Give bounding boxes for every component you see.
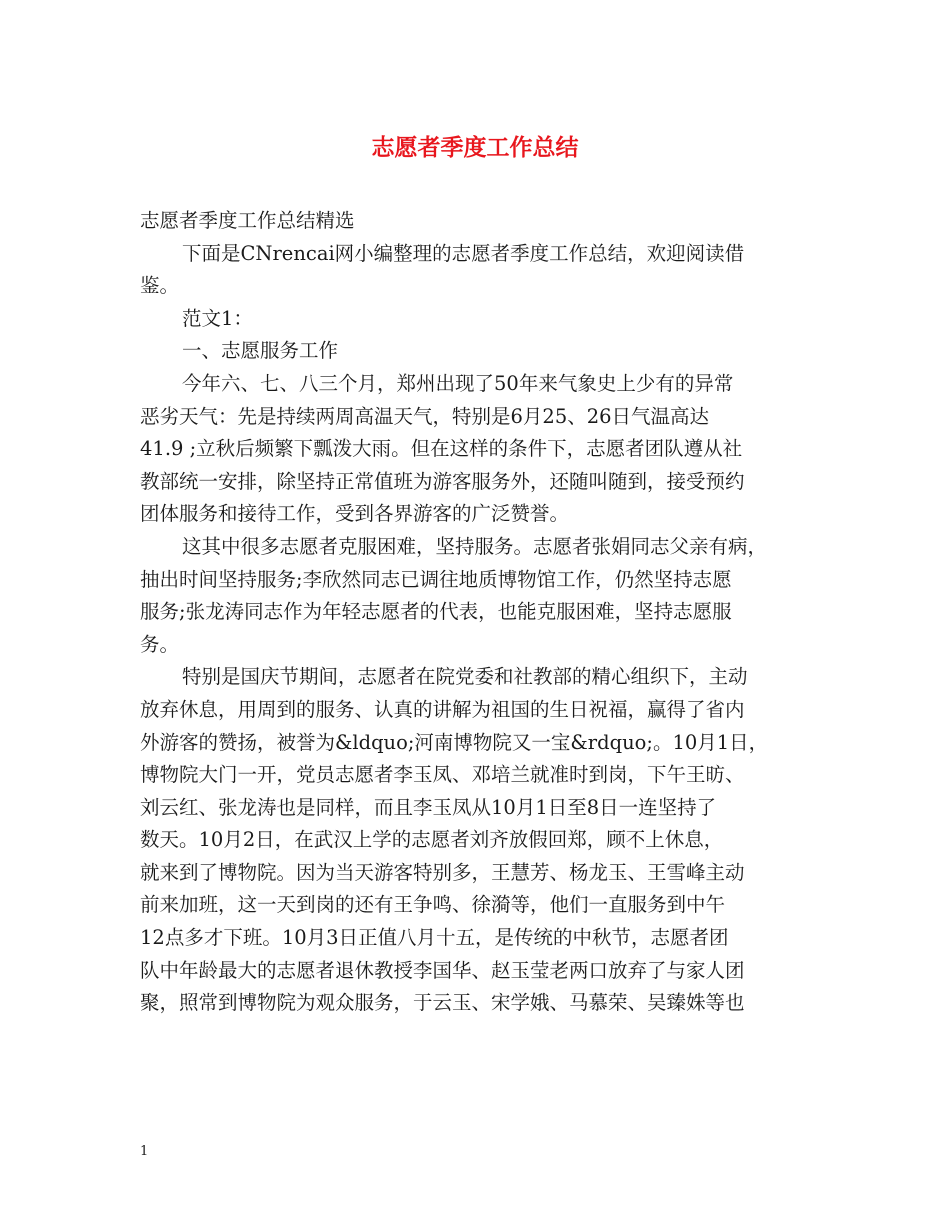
paragraph-line: 服务;张龙涛同志作为年轻志愿者的代表，也能克服困难，坚持志愿服	[140, 600, 732, 624]
paragraph-line: 恶劣天气：先是持续两周高温天气，特别是6月25、26日气温高达	[140, 404, 710, 428]
section-heading: 一、志愿服务工作	[182, 339, 339, 363]
paragraph-line: 团体服务和接待工作，受到各界游客的广泛赞誉。	[140, 502, 570, 526]
paragraph-line: 今年六、七、八三个月，郑州出现了50年来气象史上少有的异常	[182, 371, 734, 395]
paragraph-line: 就来到了博物院。因为当天游客特别多，王慧芳、杨龙玉、王雪峰主动	[140, 860, 745, 884]
paragraph-line: 鉴。	[140, 274, 180, 298]
paragraph-line: 12点多才下班。10月3日正值八月十五，是传统的中秋节，志愿者团	[140, 926, 729, 950]
paragraph-line: 聚，照常到博物院为观众服务，于云玉、宋学娥、马慕荣、吴臻姝等也	[140, 991, 745, 1015]
paragraph-line: 这其中很多志愿者克服困难，坚持服务。志愿者张娟同志父亲有病，	[182, 534, 768, 558]
subtitle-line: 志愿者季度工作总结精选	[140, 209, 355, 232]
document-title: 志愿者季度工作总结	[371, 134, 579, 161]
paragraph-line: 务。	[140, 632, 180, 656]
paragraph-line: 41.9 ;立秋后频繁下瓢泼大雨。但在这样的条件下，志愿者团队遵从社	[140, 437, 743, 461]
section-label: 范文1：	[182, 306, 253, 330]
paragraph-line: 下面是CNrencai网小编整理的志愿者季度工作总结，欢迎阅读借	[182, 241, 745, 265]
paragraph-line: 数天。10月2日，在武汉上学的志愿者刘齐放假回郑，顾不上休息，	[140, 828, 724, 852]
paragraph-line: 队中年龄最大的志愿者退休教授李国华、赵玉莹老两口放弃了与家人团	[140, 958, 745, 982]
page-number: 1	[140, 1144, 149, 1159]
paragraph-line: 抽出时间坚持服务;李欣然同志已调往地质博物馆工作，仍然坚持志愿	[140, 567, 732, 591]
paragraph-line: 教部统一安排，除坚持正常值班为游客服务外，还随叫随到，接受预约	[140, 469, 745, 493]
paragraph-line: 博物院大门一开，党员志愿者李玉凤、邓培兰就准时到岗，下午王昉、	[140, 763, 745, 787]
paragraph-line: 外游客的赞扬，被誉为&ldquo;河南博物院又一宝&rdquo;。10月1日，	[140, 730, 769, 754]
paragraph-line: 放弃休息，用周到的服务、认真的讲解为祖国的生日祝福，赢得了省内	[140, 697, 745, 721]
document-body	[140, 205, 820, 1020]
paragraph-line: 前来加班，这一天到岗的还有王争鸣、徐漪等，他们一直服务到中午	[140, 893, 726, 917]
paragraph-line: 刘云红、张龙涛也是同样，而且李玉凤从10月1日至8日一连坚持了	[140, 795, 717, 819]
paragraph-line: 特别是国庆节期间，志愿者在院党委和社教部的精心组织下，主动	[182, 665, 748, 689]
